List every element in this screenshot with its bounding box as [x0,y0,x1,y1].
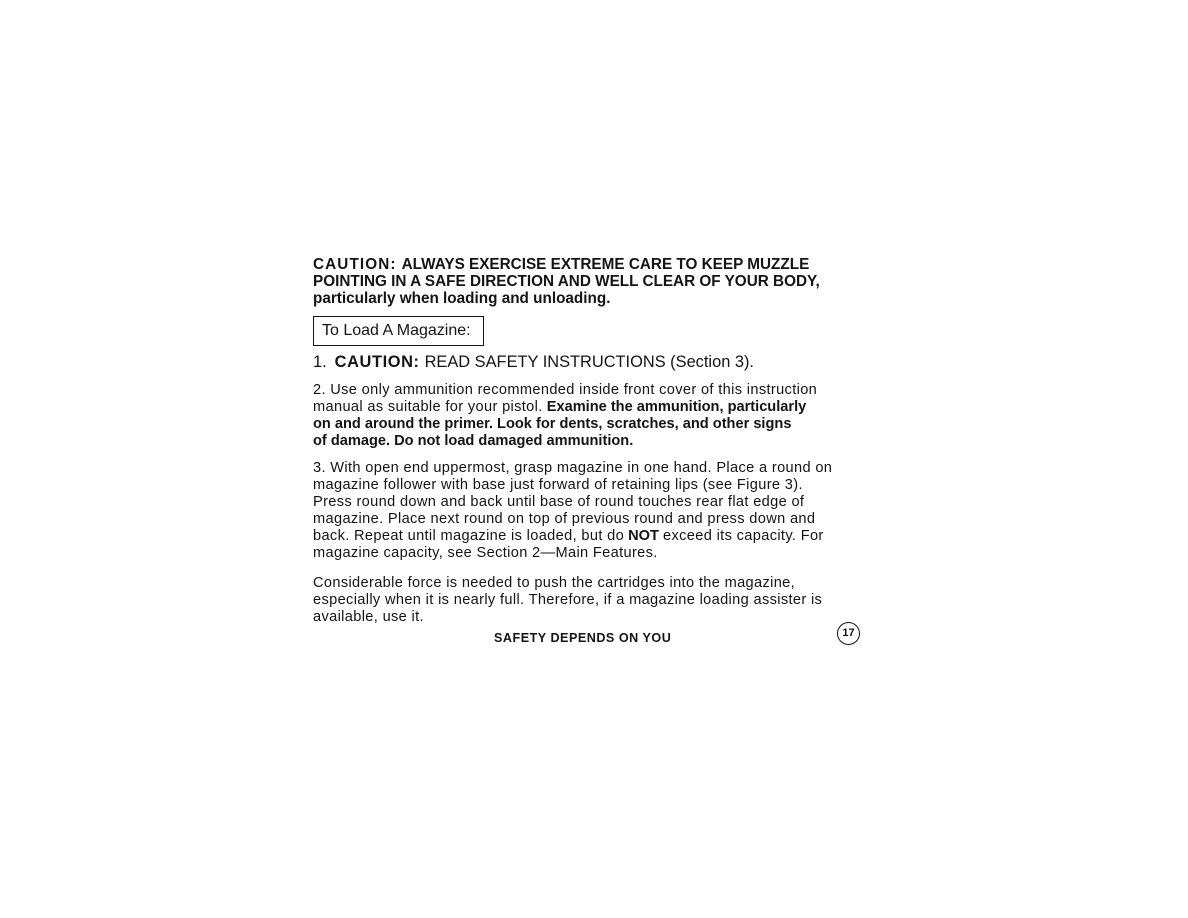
footer-tagline: SAFETY DEPENDS ON YOU [494,631,672,645]
step-2-emphasis: Examine the ammunition, particularly [546,399,807,415]
caution-line-3: particularly when loading and unloading. [313,290,611,307]
page-number-badge [837,622,860,645]
step-1-caution-label: CAUTION: [334,353,420,371]
caution-line-2: POINTING IN A SAFE DIRECTION AND WELL CLEAR OF YOUR BODY, [313,273,820,290]
step-3-line-5 [313,528,824,545]
caution-text: ALWAYS EXERCISE EXTREME CARE TO KEEP MUZZLE [401,256,810,273]
step-3-line-4: magazine. Place next round on top of previous round and press down and [313,511,816,527]
step-3-line-2: magazine follower with base just forward of retaining lips (see Figure 3). [313,477,803,493]
caution-line-1 [313,256,809,273]
step-3-text: back. Repeat until magazine is loaded, but do [313,528,625,544]
step-1-number: 1. [313,353,327,371]
step-3-emphasis-not: NOT [628,528,659,544]
caution-label: CAUTION: [313,256,397,273]
step-1-text: READ SAFETY INSTRUCTIONS (Section 3). [424,353,754,371]
step-3-line-3: Press round down and back until base of round touches rear flat edge of [313,494,805,510]
note-line-2: especially when it is nearly full. Therefore, if a magazine loading assister is [313,592,823,608]
step-2-line-2 [313,399,806,416]
step-2-line-4: of damage. Do not load damaged ammunition. [313,433,634,449]
step-3-text: exceed its capacity. For [663,528,824,544]
page-number: 17 [842,627,855,639]
section-heading-box [313,316,484,346]
step-1 [313,352,754,372]
step-3-line-1: 3. With open end uppermost, grasp magazine in one hand. Place a round on [313,460,833,476]
section-heading: To Load A Magazine: [322,322,471,339]
step-2-line-3: on and around the primer. Look for dents, scratches, and other signs [313,416,792,432]
note-line-1: Considerable force is needed to push the cartridges into the magazine, [313,575,796,591]
step-2-line-1: 2. Use only ammunition recommended inside front cover of this instruction [313,382,818,398]
step-3-line-6: magazine capacity, see Section 2—Main Features. [313,545,658,561]
note-line-3: available, use it. [313,609,424,625]
step-2-text: manual as suitable for your pistol. [313,399,543,415]
